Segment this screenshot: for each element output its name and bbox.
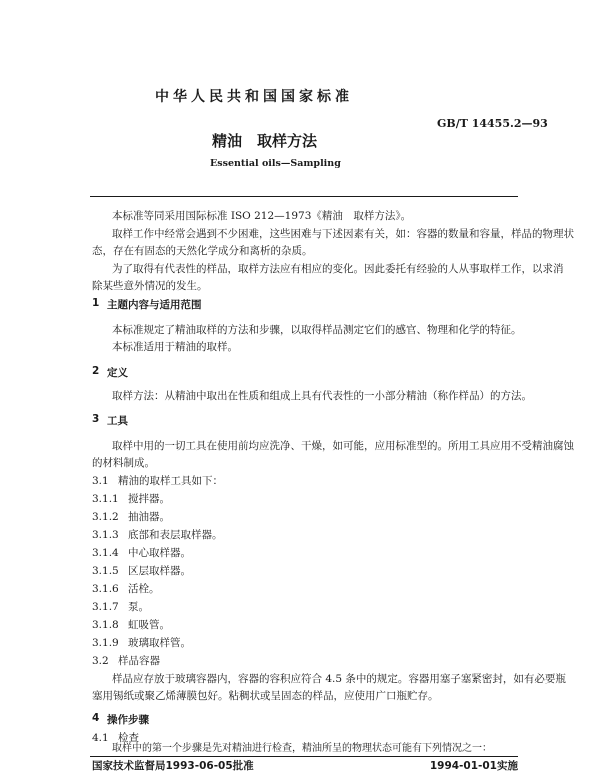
list-item-text: 搅拌器。 <box>128 493 170 505</box>
clause-3-2-text: 样品容器 <box>118 655 160 667</box>
list-item-number: 3.1.4 <box>92 547 119 559</box>
list-item-number: 3.1.2 <box>92 511 119 523</box>
clause-4-1-text: 检查 <box>118 732 139 744</box>
section-2-paragraph-1: 取样方法：从精油中取出在性质和组成上具有代表性的一小部分精油（称作样品）的方法。 <box>112 390 532 402</box>
section-3-heading: 工具 <box>107 415 128 427</box>
list-item-number: 3.1.7 <box>92 601 119 613</box>
clause-3-2-paragraph-line-1: 样品应存放于玻璃容器内，容器的容积应符合 4.5 条中的规定。容器用塞子塞紧密封，如有必要瓶 <box>112 673 566 685</box>
approval-date: 国家技术监督局1993-06-05批准 <box>92 760 254 772</box>
intro-paragraph-2-line-1: 取样工作中经常会遇到不少困难，这些困难与下述因素有关，如：容器的数量和容量，样品的物理状 <box>112 228 574 240</box>
clause-4-1-number: 4.1 <box>92 732 109 744</box>
standard-code: GB/T 14455.2—93 <box>437 117 548 130</box>
section-1-heading: 主题内容与适用范围 <box>107 299 202 311</box>
intro-paragraph-3-line-2: 除某些意外情况的发生。 <box>92 280 208 292</box>
list-item-number: 3.1.1 <box>92 493 119 505</box>
list-item-text: 底部和表层取样器。 <box>128 529 223 541</box>
document-title: 精油 取样方法 <box>212 132 318 150</box>
clause-3-2-number: 3.2 <box>92 655 109 667</box>
footer-divider <box>90 756 518 757</box>
list-item-number: 3.1.9 <box>92 637 119 649</box>
section-2-heading: 定义 <box>107 367 128 379</box>
list-item-text: 玻璃取样管。 <box>128 637 191 649</box>
effective-date: 1994-01-01实施 <box>429 760 518 772</box>
list-item-number: 3.1.3 <box>92 529 119 541</box>
header-divider <box>90 196 518 197</box>
list-item-text: 活栓。 <box>128 583 160 595</box>
list-item-number: 3.1.8 <box>92 619 119 631</box>
section-4-heading: 操作步骤 <box>107 714 149 726</box>
section-2-number: 2 <box>92 365 100 377</box>
section-1-paragraph-1: 本标准规定了精油取样的方法和步骤，以取得样品测定它们的感官、物理和化学的特征。 <box>112 324 522 336</box>
list-item-text: 抽油器。 <box>128 511 170 523</box>
list-item-number: 3.1.5 <box>92 565 119 577</box>
clause-3-1-text: 精油的取样工具如下： <box>118 475 223 487</box>
list-item-text: 区层取样器。 <box>128 565 191 577</box>
clause-3-1-number: 3.1 <box>92 475 109 487</box>
national-standard-heading: 中华人民共和国国家标准 <box>155 89 353 105</box>
list-item-text: 泵。 <box>128 601 149 613</box>
clause-3-2-paragraph-line-2: 塞用锡纸或聚乙烯薄膜包好。粘稠状或呈固态的样品，应使用广口瓶贮存。 <box>92 690 439 702</box>
intro-paragraph-2-line-2: 态，存在有固态的天然化学成分和离析的杂质。 <box>92 245 313 257</box>
section-1-paragraph-2: 本标准适用于精油的取样。 <box>112 341 238 353</box>
section-3-number: 3 <box>92 413 100 425</box>
intro-paragraph-1: 本标准等同采用国际标准 ISO 212—1973《精油 取样方法》。 <box>112 210 412 222</box>
section-3-paragraph-line-1: 取样中用的一切工具在使用前均应洗净、干燥，如可能，应用标准型的。所用工具应用不受精油腐蚀 <box>112 440 574 452</box>
document-title-english: Essential oils—Sampling <box>210 158 341 169</box>
list-item-number: 3.1.6 <box>92 583 119 595</box>
list-item-text: 中心取样器。 <box>128 547 191 559</box>
intro-paragraph-3-line-1: 为了取得有代表性的样品，取样方法应有相应的变化。因此委托有经验的人从事取样工作，以求消 <box>112 263 564 275</box>
list-item-text: 虹吸管。 <box>128 619 170 631</box>
section-1-number: 1 <box>92 297 100 309</box>
section-3-paragraph-line-2: 的材料制成。 <box>92 457 155 469</box>
section-4-paragraph-1: 取样中的第一个步骤是先对精油进行检查，精油所呈的物理状态可能有下列情况之一： <box>112 743 492 754</box>
section-4-number: 4 <box>92 712 100 724</box>
